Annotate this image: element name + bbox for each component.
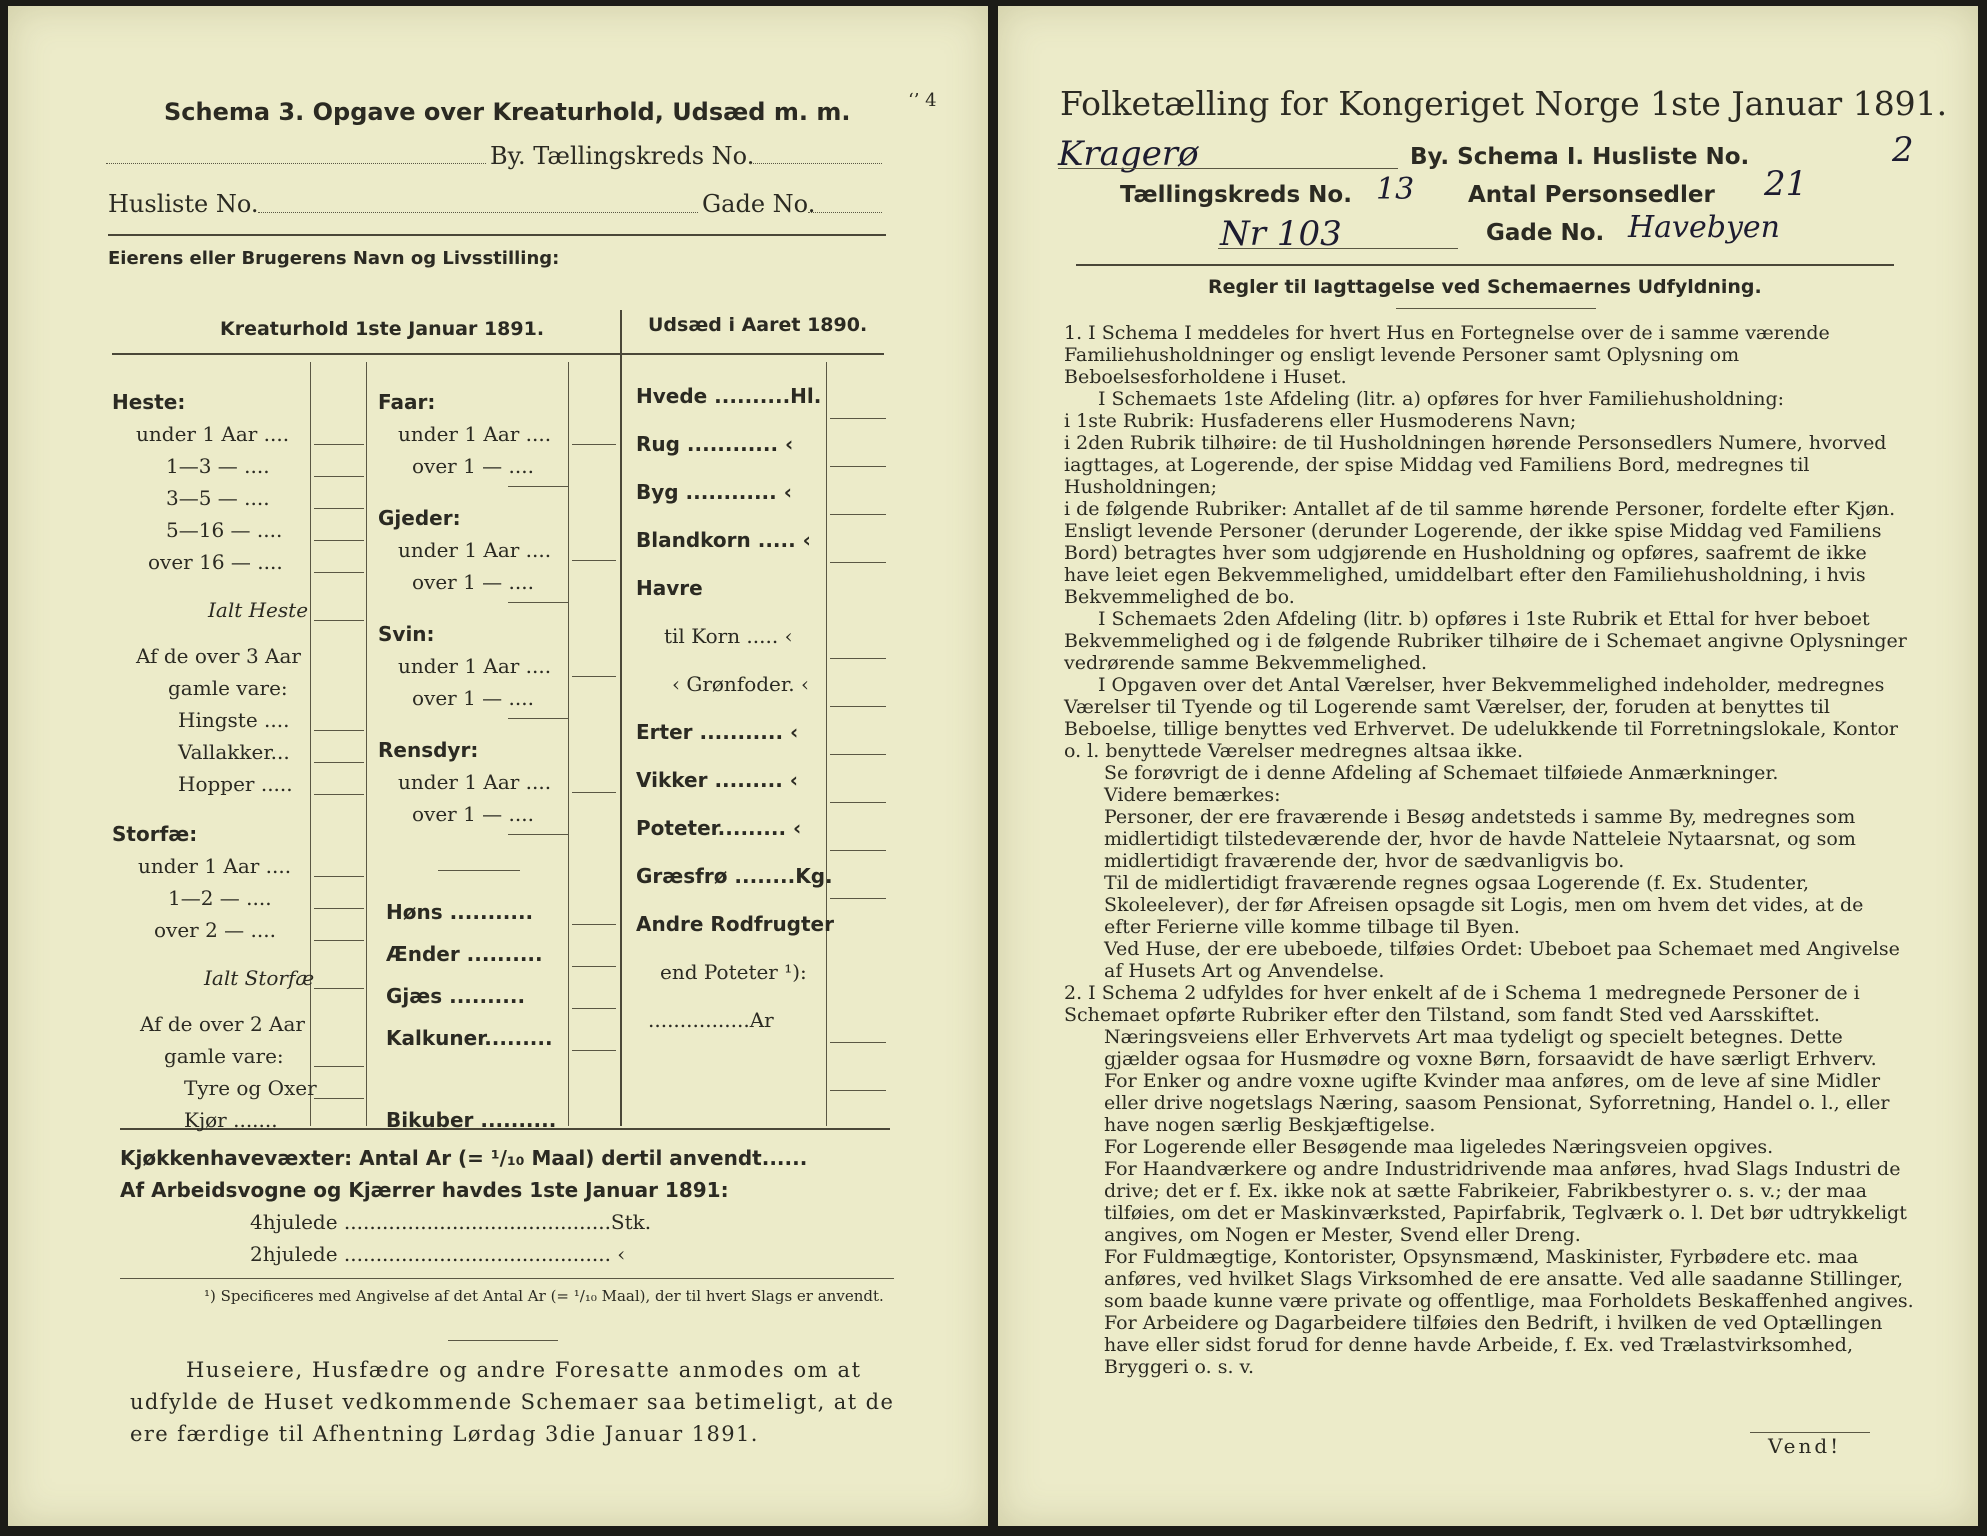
storfae-row: gamle vare:	[164, 1044, 284, 1068]
handwritten-number: Nr 103	[1220, 214, 1342, 254]
rule-para: For Fuldmægtige, Kontorister, Opsynsmænd, Maskinister, Fyrbødere etc. maa anføres, ved hvilket Slags Virksomhed de ere ansatte. Ved alle saadanne Stillinger, som baade kunne være private og offentlige, maa Forholdets Beskaffenhed angives.	[1104, 1246, 1914, 1312]
gade-label: Gade No.	[1486, 220, 1605, 246]
separator-line	[438, 870, 520, 871]
entry-line	[830, 1090, 886, 1091]
heste-label: Heste:	[112, 390, 186, 414]
entry-line	[572, 676, 616, 677]
left-page	[8, 6, 988, 1526]
rule-para: I Schemaets 1ste Afdeling (litr. a) opføres for hver Familiehusholdning:	[1098, 388, 1785, 410]
heste-row: Hingste ....	[178, 708, 290, 732]
heste-row: Hopper .....	[178, 772, 293, 796]
mid-row: over 1 — ....	[412, 686, 534, 710]
rule-para: For Logerende eller Besøgende maa ligeledes Næringsveien opgives.	[1104, 1136, 1774, 1158]
eier-label: Eierens eller Brugerens Navn og Livsstilling:	[108, 248, 560, 269]
rule-para: Ved Huse, der ere ubeboede, tilføies Ordet: Ubeboet paa Schemaet med Angivelse af Husets Art og Anvendelse.	[1104, 938, 1900, 982]
udsaed-row: til Korn ..... ‹	[664, 624, 793, 648]
entry-line	[830, 466, 886, 467]
udsaed-row: Erter ........... ‹	[636, 720, 799, 744]
entry-line	[314, 762, 364, 763]
storfae-label: Storfæ:	[112, 822, 198, 846]
udsaed-row: Byg ............ ‹	[636, 480, 792, 504]
entry-line	[314, 1066, 364, 1067]
husliste-label: Husliste No.	[108, 190, 259, 218]
number-line	[1218, 248, 1458, 249]
udsaed-row: Rug ............ ‹	[636, 432, 794, 456]
mid-row: under 1 Aar ....	[398, 422, 552, 446]
rule-para: Personer, der ere fraværende i Besøg andetsteds i samme By, medregnes som midlertidigt tilstedeværende der, hvor de havde Natteleie Nytaarsnat, og som midlertidigt fraværende der, hvor de sædvanligvis bo.	[1104, 806, 1856, 872]
heste-row: 5—16 — ....	[166, 518, 283, 542]
rule-para: i de følgende Rubriker: Antallet af de til samme hørende Personer, fordelte efter Kjøn.	[1064, 498, 1896, 520]
entry-line	[508, 718, 568, 719]
udsaed-row: Poteter......... ‹	[636, 816, 802, 840]
storfae-row: over 2 — ....	[154, 918, 276, 942]
udsaed-row: end Poteter ¹):	[660, 960, 807, 984]
mid-row: Høns ...........	[386, 900, 534, 924]
heste-row: 3—5 — ....	[166, 486, 270, 510]
by-label: By. Tællingskreds No.	[490, 142, 755, 170]
handwritten-gade: Havebyen	[1628, 210, 1780, 245]
gade-line	[808, 212, 882, 213]
entry-line	[830, 1042, 886, 1043]
udsaed-row: Græsfrø ........Kg.	[636, 864, 833, 888]
gade-label: Gade No.	[702, 190, 816, 218]
entry-line	[830, 658, 886, 659]
entry-line	[572, 1050, 616, 1051]
closing-line-3: ere færdige til Afhentning Lørdag 3die Januar 1891.	[130, 1422, 759, 1446]
rule-para: Ensligt levende Personer (derunder Logerende, der ikke spise Middag ved Familiens Bord) betragtes hver som udgjørende en Husholdning og opføres, saafremt de ikke have leiet egen Bekvemmelighed, umiddelbart efter den Familiehusholdning, i hvis Bekvemmelighed de bo.	[1064, 520, 1882, 608]
footnote: ¹) Specificeres med Angivelse af det Antal Ar (= ¹/₁₀ Maal), der til hvert Slags er anvendt.	[204, 1287, 884, 1305]
col-divider-3	[826, 362, 827, 1126]
table-top-rule	[112, 353, 884, 355]
by-line	[1058, 168, 1398, 169]
rules-text	[1064, 322, 1914, 1378]
heste-row: under 1 Aar ....	[136, 422, 290, 446]
heste-row: over 16 — ....	[148, 550, 283, 574]
storfae-row: Kjør .......	[184, 1108, 278, 1132]
storfae-row: Tyre og Oxer	[184, 1076, 317, 1100]
ialt-heste: Ialt Heste	[208, 598, 309, 622]
entry-line	[572, 444, 616, 445]
footnote-rule	[120, 1278, 894, 1279]
handwritten-by: Kragerø	[1058, 134, 1199, 174]
header-rule	[1076, 264, 1894, 266]
entry-line	[572, 1008, 616, 1009]
rule-para: I Schemaets 2den Afdeling (litr. b) opføres i 1ste Rubrik et Ettal for hver beboet Bekvemmelighed og i de følgende Rubriker tilhøire de i Schemaet angivne Oplysninger vedrørende samme Bekvemmelighed.	[1064, 608, 1907, 674]
rule-para: i 2den Rubrik tilhøire: de til Husholdningen hørende Personsedlers Numere, hvorved iagttages, at Logerende, der spise Middag ved Familiens Bord, medregnes til Husholdningen;	[1064, 432, 1887, 498]
entry-line	[830, 754, 886, 755]
vend-label: Vend!	[1768, 1434, 1842, 1458]
rule-para: I Opgaven over det Antal Værelser, hver Bekvemmelighed indeholder, medregnes Værelser til Tyende og til Logerende samt Værelser, der, foruden at benyttes til Beboelse, tillige benyttes ved Erhvervet. De udelukkende til Forretningslokale, Kontor o. l. benyttede Værelser medregnes altsaa ikke.	[1064, 674, 1899, 762]
kjokkenhave: Kjøkkenhavevæxter: Antal Ar (= ¹/₁₀ Maal) dertil anvendt......	[120, 1146, 808, 1170]
storfae-row: under 1 Aar ....	[138, 854, 292, 878]
heste-row: gamle vare:	[168, 676, 288, 700]
faar-label: Faar:	[378, 390, 436, 414]
entry-line	[314, 940, 364, 941]
mid-row: over 1 — ....	[412, 802, 534, 826]
rule-para: i 1ste Rubrik: Husfaderens eller Husmoderens Navn;	[1064, 410, 1577, 432]
gjeder-label: Gjeder:	[378, 506, 461, 530]
storfae-row: Af de over 2 Aar	[140, 1012, 305, 1036]
entry-line	[314, 508, 364, 509]
census-title: Folketælling for Kongeriget Norge 1ste Januar 1891.	[1060, 84, 1948, 123]
closing-rule	[448, 1340, 558, 1341]
entry-line	[314, 444, 364, 445]
entry-line	[830, 562, 886, 563]
rensdyr-label: Rensdyr:	[378, 738, 479, 762]
handwritten-kreds: 13	[1376, 172, 1415, 207]
entry-line	[830, 706, 886, 707]
fire-hjulede: 4hjulede ..........................................Stk.	[250, 1210, 652, 1234]
heste-row: Af de over 3 Aar	[136, 644, 301, 668]
mid-row: over 1 — ....	[412, 570, 534, 594]
mid-row: Gjæs ..........	[386, 984, 526, 1008]
udsaed-row: Blandkorn ..... ‹	[636, 528, 811, 552]
rule-para: Videre bemærkes:	[1104, 784, 1281, 806]
col-divider-1a	[310, 362, 311, 1126]
udsaed-heading: Udsæd i Aaret 1890.	[648, 314, 868, 336]
entry-line	[572, 560, 616, 561]
entry-line	[572, 966, 616, 967]
mid-row: under 1 Aar ....	[398, 538, 552, 562]
arbeidsvogne: Af Arbeidsvogne og Kjærrer havdes 1ste Januar 1891:	[120, 1178, 729, 1202]
entry-line	[314, 476, 364, 477]
margin-mark: ‘’ 4	[908, 90, 937, 111]
header-rule	[108, 234, 886, 236]
entry-line	[314, 988, 364, 989]
title-rule	[1396, 308, 1596, 309]
schema3-title: Schema 3. Opgave over Kreaturhold, Udsæd m. m.	[164, 98, 851, 126]
entry-line	[830, 418, 886, 419]
entry-line	[830, 514, 886, 515]
rule-para: Til de midlertidigt fraværende regnes ogsaa Logerende (f. Ex. Studenter, Skoleelever), der før Afreisen opsagde sit Logis, men om hvem det vides, at de efter Ferierne ville komme tilbage til Byen.	[1104, 872, 1864, 938]
entry-line	[830, 802, 886, 803]
udsaed-row: Andre Rodfrugter	[636, 912, 834, 936]
mid-row: Bikuber ..........	[386, 1108, 557, 1132]
entry-line	[830, 898, 886, 899]
to-hjulede: 2hjulede .......................................... ‹	[250, 1242, 626, 1266]
mid-row: Kalkuner.........	[386, 1026, 553, 1050]
rule-para: 2. I Schema 2 udfyldes for hver enkelt af de i Schema 1 medregnede Personer de i Schemaet opførte Rubriker efter den Tilstand, som fandt Sted ved Aarsskiftet.	[1064, 982, 1860, 1026]
udsaed-row: Hvede ..........Hl.	[636, 384, 822, 408]
rule-para: For Arbeidere og Dagarbeidere tilføies den Bedrift, i hvilken de ved Optællingen have eller sidst forud for denne havde Arbeide, f. Ex. ved Trælastvirksomhed, Bryggeri o. s. v.	[1104, 1312, 1883, 1378]
heste-row: Vallakker...	[178, 740, 290, 764]
handwritten-personsedler: 21	[1764, 164, 1808, 204]
entry-line	[314, 876, 364, 877]
regler-title: Regler til Iagttagelse ved Schemaernes Udfyldning.	[1208, 276, 1762, 298]
antal-label: Antal Personsedler	[1468, 182, 1715, 208]
entry-line	[314, 730, 364, 731]
entry-line	[572, 924, 616, 925]
udsaed-row: ................Ar	[648, 1008, 774, 1032]
rule-para: 1. I Schema I meddeles for hvert Hus en Fortegnelse over de i samme værende Familiehusholdninger og ensligt levende Personer samt Oplysning om Beboelsesforholdene i Huset.	[1064, 322, 1830, 388]
entry-line	[314, 908, 364, 909]
ialt-storfae: Ialt Storfæ	[204, 966, 315, 990]
heste-row: 1—3 — ....	[166, 454, 270, 478]
udsaed-row: ‹ Grønfoder. ‹	[672, 672, 809, 696]
col-divider-1	[366, 362, 367, 1126]
udsaed-divider	[620, 310, 622, 1126]
svin-label: Svin:	[378, 622, 435, 646]
by-line	[106, 163, 486, 164]
entry-line	[508, 602, 568, 603]
entry-line	[508, 834, 568, 835]
rule-para: Næringsveiens eller Erhvervets Art maa tydeligt og specielt betegnes. Dette gjælder ogsaa for Husmødre og voxne Børn, forsaavidt de have særligt Erhverv. For Enker og andre voxne ugifte Kvinder maa anføres, om de leve af sine Midler eller drive nogetslags Næring, saasom Pensionat, Syforretning, Handel o. l., eller have nogen særlig Beskjæftigelse.	[1104, 1026, 1890, 1136]
mid-row: under 1 Aar ....	[398, 770, 552, 794]
by-schema-label: By. Schema I. Husliste No.	[1410, 144, 1750, 170]
vend-rule	[1750, 1432, 1870, 1433]
rule-para: Se forøvrigt de i denne Afdeling af Schemaet tilføiede Anmærkninger.	[1104, 762, 1779, 784]
rule-para: For Haandværkere og andre Industridrivende maa anføres, hvad Slags Industri de drive; det er f. Ex. ikke nok at sætte Fabrikeier, Fabrikbestyrer o. s. v.; der maa tilføies, om det er Maskinværksted, Papirfabrik, Teglværk o. l. Det bør udtrykkeligt angives, om Nogen er Mester, Svend eller Dreng.	[1104, 1158, 1907, 1246]
entry-line	[572, 792, 616, 793]
closing-line-2: udfylde de Huset vedkommende Schemaer saa betimeligt, at de	[130, 1390, 895, 1414]
col-divider-2	[568, 362, 569, 1126]
handwritten-husliste: 2	[1892, 130, 1914, 170]
storfae-row: 1—2 — ....	[168, 886, 272, 910]
entry-line	[314, 540, 364, 541]
kreaturhold-heading: Kreaturhold 1ste Januar 1891.	[220, 318, 545, 340]
mid-row: over 1 — ....	[412, 454, 534, 478]
mid-row: Ænder ..........	[386, 942, 543, 966]
udsaed-row: Havre	[636, 576, 703, 600]
kreds-label: Tællingskreds No.	[1120, 182, 1352, 208]
entry-line	[830, 850, 886, 851]
kreds-line	[750, 163, 882, 164]
mid-row: under 1 Aar ....	[398, 654, 552, 678]
husliste-line	[258, 212, 698, 213]
closing-line-1: Huseiere, Husfædre og andre Foresatte anmodes om at	[186, 1358, 862, 1382]
right-page	[998, 6, 1978, 1526]
udsaed-row: Vikker ......... ‹	[636, 768, 799, 792]
entry-line	[314, 794, 364, 795]
entry-line	[314, 572, 364, 573]
entry-line	[314, 620, 364, 621]
entry-line	[314, 1098, 364, 1099]
entry-line	[508, 486, 568, 487]
